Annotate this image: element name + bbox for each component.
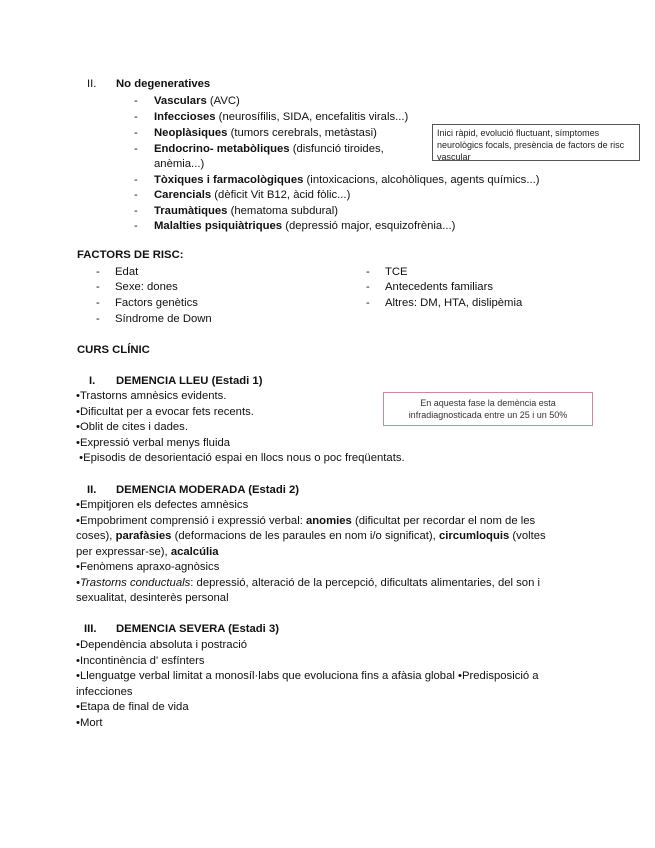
list-item: Sexe: dones — [115, 281, 178, 293]
list-item-text: Neoplàsiques (tumors cerebrals, metàstasi) — [154, 127, 377, 139]
list-item: Factors genètics — [115, 297, 198, 309]
list-item-text: Carencials (dèficit Vit B12, àcid fòlic...) — [154, 189, 351, 201]
stage-line: •Episodis de desorientació espai en llocs nous o poc freqüentats. — [76, 452, 405, 464]
list-item-text: Tòxiques i farmacològiques (intoxicacions, alcohòliques, agents químics...) — [154, 174, 540, 186]
stage-title: DEMENCIA LLEU (Estadi 1) — [116, 375, 263, 387]
stage-line: •Dependència absoluta i postració — [76, 639, 248, 651]
list-item-text: anèmia...) — [154, 158, 205, 170]
section-numeral: II. — [87, 78, 97, 90]
section-title: No degeneratives — [116, 78, 211, 90]
list-item-text: Infeccioses (neurosífilis, SIDA, encefalitis virals...) — [154, 111, 409, 123]
stage-line: •Dificultat per a evocar fets recents. — [76, 406, 254, 418]
list-item: Edat — [115, 266, 139, 278]
list-item: - — [134, 95, 138, 107]
stage-line: •Mort — [76, 717, 103, 729]
list-item: Altres: DM, HTA, dislipèmia — [385, 297, 523, 309]
curs-title: CURS CLÍNIC — [77, 344, 150, 356]
stage-line: •Incontinència d' esfínters — [76, 655, 205, 667]
list-item: Síndrome de Down — [115, 313, 212, 325]
list-item: TCE — [385, 266, 408, 278]
list-item-text: Endocrino- metabòliques (disfunció tiroides, — [154, 143, 384, 155]
stage-line: •Expressió verbal menys fluida — [76, 437, 231, 449]
note-box: En aquesta fase la demència esta infradiagnosticada entre un 25 i un 50% — [383, 392, 593, 426]
stage-title: DEMENCIA MODERADA (Estadi 2) — [116, 484, 300, 496]
stage-line: •Etapa de final de vida — [76, 701, 189, 713]
stage-line: sexualitat, desinterès personal — [76, 592, 229, 604]
stage-line: coses), parafàsies (deformacions de les paraules en nom i/o significat), circumloquis (voltes — [76, 530, 546, 542]
list-item: Antecedents familiars — [385, 281, 493, 293]
stage-numeral: III. — [84, 623, 97, 635]
stage-line: •Oblit de cites i dades. — [76, 421, 188, 433]
stage-line: •Trastorns conductuals: depressió, alteració de la percepció, dificultats alimentaries, del son i — [76, 577, 541, 589]
stage-line: per expressar-se), acalcúlia — [76, 546, 219, 558]
stage-line: •Trastorns amnèsics evidents. — [76, 390, 227, 402]
risk-title: FACTORS DE RISC: — [77, 249, 184, 261]
stage-title: DEMENCIA SEVERA (Estadi 3) — [116, 623, 279, 635]
stage-line: infecciones — [76, 686, 133, 698]
stage-line: •Fenòmens apraxo-agnòsics — [76, 561, 220, 573]
list-item-text: Malalties psiquiàtriques (depressió major, esquizofrènia...) — [154, 220, 456, 232]
stage-numeral: II. — [87, 484, 97, 496]
stage-line: •Empitjoren els defectes amnèsics — [76, 499, 249, 511]
stage-line: •Empobriment comprensió i expressió verbal: anomies (dificultat per recordar el nom de les — [76, 515, 536, 527]
stage-numeral: I. — [89, 375, 96, 387]
list-item-text: Traumàtiques (hematoma subdural) — [154, 205, 338, 217]
note-box: Inici ràpid, evolució fluctuant, símptomes neurològics focals, presència de factors de risc vascular — [432, 124, 640, 161]
list-item-text: Vasculars (AVC) — [154, 95, 240, 107]
stage-line: •Llenguatge verbal limitat a monosíl·labs que evoluciona fins a afàsia global •Predisposició a — [76, 670, 539, 682]
